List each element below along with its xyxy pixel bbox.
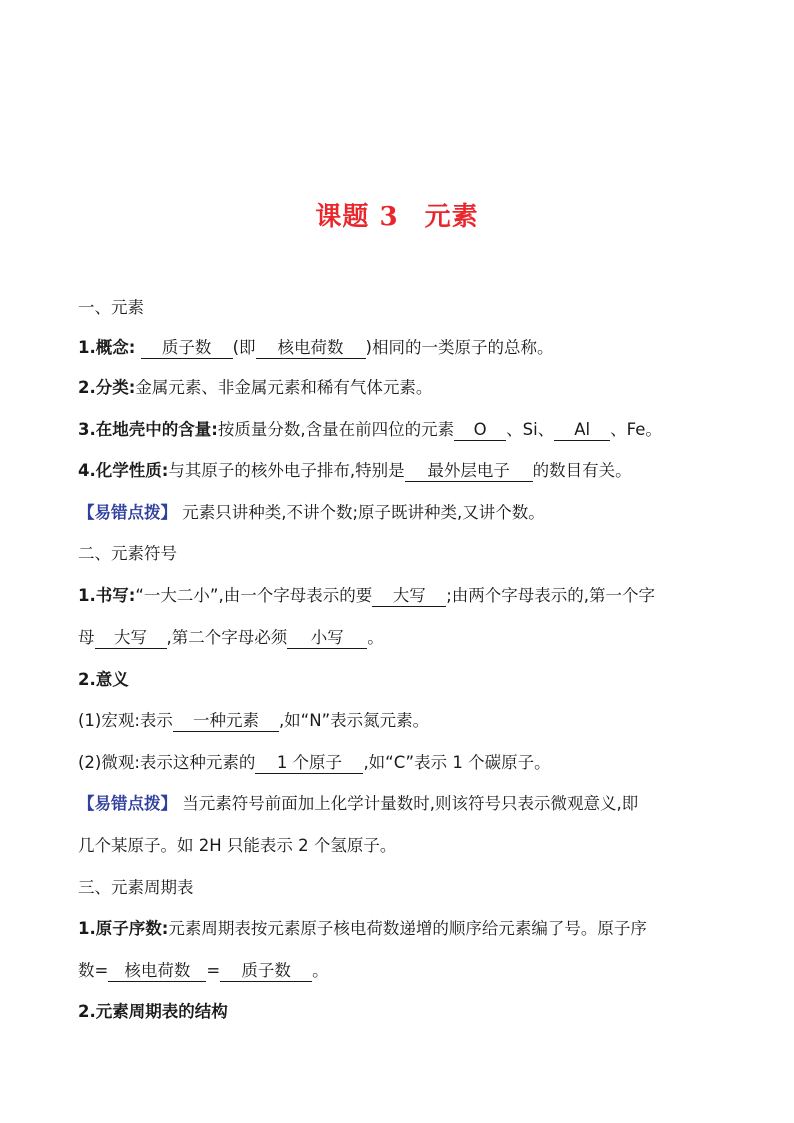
section-heading-symbols: 二、元素符号 bbox=[78, 544, 177, 563]
answer-uppercase-2: 大写 bbox=[95, 628, 167, 649]
item-crust-content bbox=[78, 418, 662, 442]
text-atomic-1: 元素周期表按元素原子核电荷数递增的顺序给元素编了号。原子序 bbox=[168, 919, 647, 938]
answer-one-atom: 1 个原子 bbox=[255, 753, 363, 774]
item-concept bbox=[78, 336, 553, 360]
text-atomic-4: 。 bbox=[312, 961, 329, 980]
item-atomic-number bbox=[78, 917, 647, 941]
text-crust-1: 按质量分数,含量在前四位的元素 bbox=[217, 420, 455, 439]
text-property-2: 的数目有关。 bbox=[532, 461, 632, 480]
item-micro-meaning bbox=[78, 751, 551, 775]
answer-oxygen: O bbox=[454, 420, 506, 441]
label-crust-content: 3.在地壳中的含量: bbox=[78, 420, 218, 439]
tip-text: 当元素符号前面加上化学计量数时,则该符号只表示微观意义,即 bbox=[177, 794, 639, 813]
text-writing-3: 母 bbox=[78, 628, 95, 647]
text-atomic-2: 数= bbox=[78, 961, 109, 980]
text-writing-5: 。 bbox=[367, 628, 384, 647]
answer-uppercase-1: 大写 bbox=[372, 586, 446, 607]
label-writing: 1.书写: bbox=[78, 586, 136, 605]
text-writing-4: ,第二个字母必须 bbox=[166, 628, 288, 647]
answer-lowercase: 小写 bbox=[287, 628, 367, 649]
title-topic: 元素 bbox=[424, 202, 479, 232]
tip-symbols-cont: 几个某原子。如 2H 只能表示 2 个氢原子。 bbox=[78, 836, 397, 855]
section-heading-periodic-table: 三、元素周期表 bbox=[78, 878, 194, 897]
item-writing bbox=[78, 584, 655, 608]
text-classification: 金属元素、非金属元素和稀有气体元素。 bbox=[135, 378, 433, 397]
text-macro-1: (1)宏观:表示 bbox=[78, 711, 173, 730]
text-crust-3: 、Fe。 bbox=[610, 420, 662, 439]
item-meaning: 2.意义 bbox=[78, 670, 129, 689]
text-micro-1: (2)微观:表示这种元素的 bbox=[78, 753, 256, 772]
label-atomic-number: 1.原子序数: bbox=[78, 919, 169, 938]
item-periodic-structure: 2.元素周期表的结构 bbox=[78, 1002, 228, 1021]
text-micro-2: ,如“C”表示 1 个碳原子。 bbox=[363, 753, 551, 772]
text-property-1: 与其原子的核外电子排布,特别是 bbox=[168, 461, 405, 480]
answer-nuclear-charge-2: 核电荷数 bbox=[108, 961, 206, 982]
text-atomic-3: = bbox=[206, 961, 221, 980]
answer-one-element: 一种元素 bbox=[173, 711, 279, 732]
label-concept: 1.概念: bbox=[78, 338, 136, 357]
text-concept-2: )相同的一类原子的总称。 bbox=[365, 338, 554, 357]
tip-label: 【易错点拨】 bbox=[78, 794, 177, 813]
label-chemical-property: 4.化学性质: bbox=[78, 461, 169, 480]
text-writing-2: ;由两个字母表示的,第一个字 bbox=[446, 586, 656, 605]
tip-elements bbox=[78, 501, 545, 525]
tip-symbols bbox=[78, 792, 638, 816]
text-concept-1: (即 bbox=[232, 338, 256, 357]
label-classification: 2.分类: bbox=[78, 378, 136, 397]
item-macro-meaning bbox=[78, 709, 429, 733]
page-title bbox=[0, 196, 794, 233]
section-heading-elements: 一、元素 bbox=[78, 298, 144, 317]
answer-proton-number: 质子数 bbox=[141, 338, 233, 359]
text-writing-1: “一大二小”,由一个字母表示的要 bbox=[135, 586, 373, 605]
answer-nuclear-charge: 核电荷数 bbox=[256, 338, 366, 359]
item-writing-cont bbox=[78, 626, 384, 650]
answer-outer-electrons: 最外层电子 bbox=[405, 461, 533, 482]
item-atomic-number-cont bbox=[78, 959, 329, 983]
tip-label: 【易错点拨】 bbox=[78, 503, 177, 522]
item-classification bbox=[78, 376, 432, 400]
answer-proton-number-2: 质子数 bbox=[220, 961, 312, 982]
item-chemical-property bbox=[78, 459, 632, 483]
title-lesson: 课题 3 bbox=[315, 202, 399, 232]
answer-aluminum: Al bbox=[554, 420, 610, 441]
tip-text: 元素只讲种类,不讲个数;原子既讲种类,又讲个数。 bbox=[177, 503, 545, 522]
text-macro-2: ,如“N”表示氮元素。 bbox=[278, 711, 430, 730]
text-crust-2: 、Si、 bbox=[506, 420, 555, 439]
